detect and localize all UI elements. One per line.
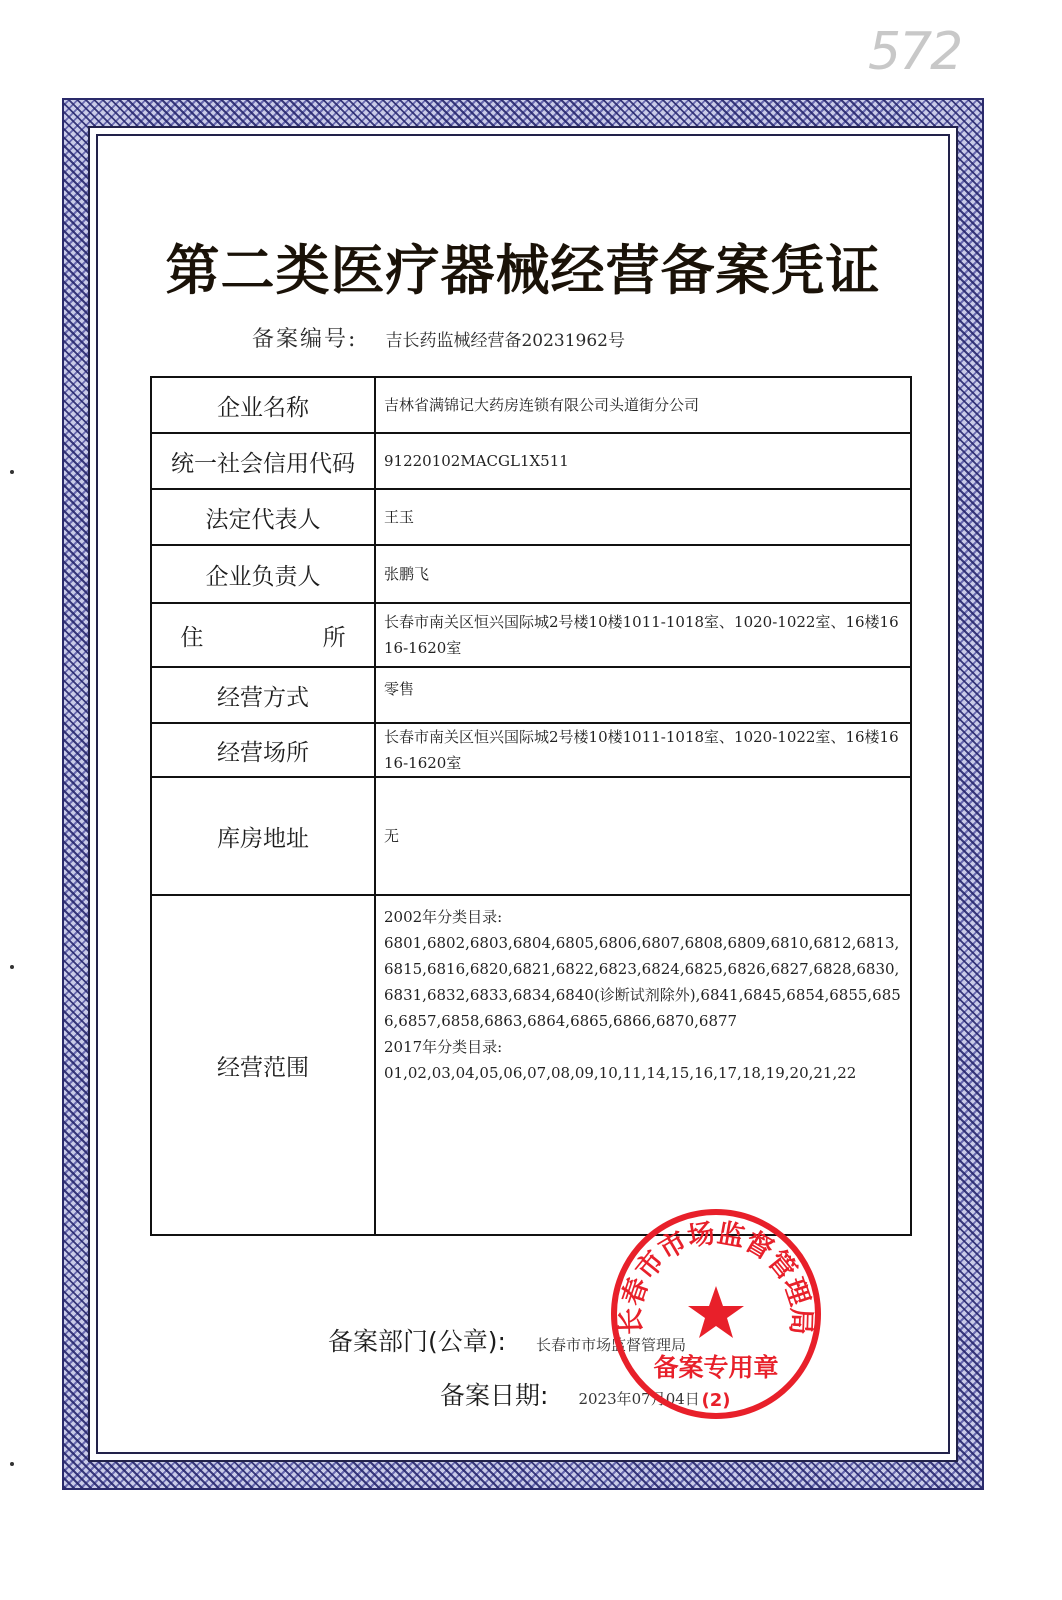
certificate-title: 第二类医疗器械经营备案凭证: [165, 238, 881, 302]
scan-dot: [10, 965, 14, 969]
certificate-info-table: [150, 376, 912, 1236]
seal-center-text: 备案专用章: [653, 1353, 779, 1382]
table-row: [151, 667, 911, 723]
seal-star-icon: [688, 1286, 744, 1338]
registration-number-value: 吉长药监械经营备20231962号: [385, 331, 625, 351]
legal-rep-label: 法定代表人: [151, 489, 375, 545]
business-mode-value: 零售: [375, 667, 911, 723]
business-premises-label: 经营场所: [151, 723, 375, 777]
warehouse-address-value: 无: [375, 777, 911, 895]
filing-date-value: 2023年07月04日: [578, 1390, 700, 1408]
table-row: [151, 777, 911, 895]
seal-number: (2): [701, 1390, 731, 1411]
catalog-2002-label: 2002年分类目录:: [384, 908, 503, 926]
registration-number-label: 备案编号:: [252, 327, 358, 352]
business-mode-label: 经营方式: [151, 667, 375, 723]
address-label: [151, 603, 402, 667]
table-row: [151, 603, 911, 667]
table-row: [151, 433, 911, 489]
warehouse-address-label: 库房地址: [151, 777, 375, 895]
table-row: [151, 377, 911, 433]
table-row: [151, 489, 911, 545]
official-seal: [606, 1204, 826, 1424]
filing-department-value: 长春市市场监督管理局: [535, 1336, 686, 1354]
business-premises-value: 长春市南关区恒兴国际城2号楼10楼1011-1018室、1020-1022室、16楼1616-1620室: [375, 723, 911, 777]
table-row: [151, 723, 911, 777]
catalog-2017-items: 01,02,03,04,05,06,07,08,09,10,11,14,15,16,17,18,19,20,21,22: [384, 1064, 857, 1082]
filing-date-label: 备案日期:: [440, 1381, 549, 1410]
seal-arc-text: 长春市市场监督管理局: [615, 1217, 817, 1336]
table-row: [151, 895, 911, 1235]
company-name-value: 吉林省满锦记大药房连锁有限公司头道街分公司: [375, 377, 911, 433]
handwritten-page-number: 572: [868, 22, 962, 82]
table-row: [151, 545, 911, 603]
credit-code-value: 91220102MACGL1X511: [375, 433, 911, 489]
person-in-charge-value: 张鹏飞: [375, 545, 911, 603]
address-value: 长春市南关区恒兴国际城2号楼10楼1011-1018室、1020-1022室、16楼1616-1620室: [375, 603, 911, 667]
business-scope-value: [375, 895, 911, 1235]
address-label-text: 住 所: [180, 624, 402, 651]
registration-number-row: [252, 322, 625, 353]
catalog-2017-label: 2017年分类目录:: [384, 1038, 503, 1056]
business-scope-label: 经营范围: [151, 895, 375, 1235]
scan-dot: [10, 1462, 14, 1466]
legal-rep-value: 王玉: [375, 489, 911, 545]
company-name-label: 企业名称: [151, 377, 375, 433]
catalog-2002-items: 6801,6802,6803,6804,6805,6806,6807,6808,6809,6810,6812,6813,6815,6816,6820,6821,6822,6823,6824,6825,6826,6827,6828,6830,6831,6832,6833,6834,6840(诊断试剂除外),6841,6845,6854,6855,6856,6857,6858,6863,6864,6865,6866,6870,6877: [384, 934, 901, 1030]
credit-code-label: 统一社会信用代码: [151, 433, 375, 489]
person-in-charge-label: 企业负责人: [151, 545, 375, 603]
filing-department-label: 备案部门(公章):: [328, 1327, 506, 1356]
scan-dot: [10, 470, 14, 474]
